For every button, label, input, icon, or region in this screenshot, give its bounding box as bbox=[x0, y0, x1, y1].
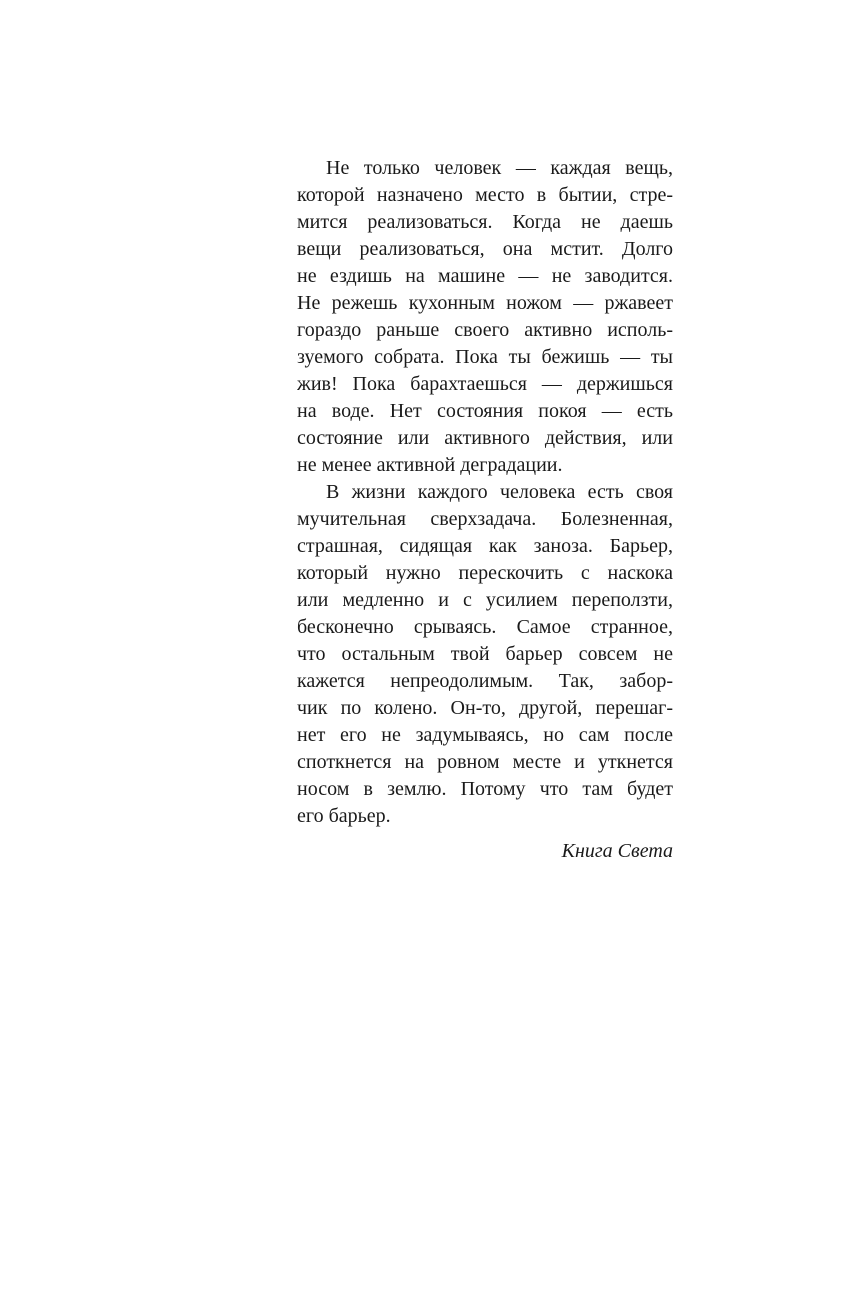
paragraph-line: который нужно перескочить с наскока bbox=[297, 562, 673, 584]
paragraph-line: состояние или активного действия, или bbox=[297, 427, 673, 449]
paragraph-line: на воде. Нет состояния покоя — есть bbox=[297, 400, 673, 422]
paragraph-line: которой назначено место в бытии, стре- bbox=[297, 184, 673, 206]
paragraph-line: не ездишь на машине — не заводится. bbox=[297, 265, 673, 287]
paragraph-1 bbox=[297, 155, 673, 479]
paragraph-line: вещи реализоваться, она мстит. Долго bbox=[297, 238, 673, 260]
paragraph-line: чик по колено. Он-то, другой, перешаг- bbox=[297, 697, 673, 719]
paragraph-line: или медленно и с усилием переползти, bbox=[297, 589, 673, 611]
paragraph-line: носом в землю. Потому что там будет bbox=[297, 778, 673, 800]
paragraph-line: споткнется на ровном месте и уткнется bbox=[297, 751, 673, 773]
quote-attribution: Книга Света bbox=[561, 840, 673, 862]
paragraph-line: бесконечно срываясь. Самое странное, bbox=[297, 616, 673, 638]
paragraph-line: не менее активной деградации. bbox=[297, 454, 563, 476]
paragraph-line: зуемого собрата. Пока ты бежишь — ты bbox=[297, 346, 673, 368]
paragraph-line: мится реализоваться. Когда не даешь bbox=[297, 211, 673, 233]
paragraph-line: его барьер. bbox=[297, 805, 391, 827]
paragraph-2 bbox=[297, 479, 673, 830]
text-block bbox=[297, 155, 673, 865]
paragraph-line: Не только человек — каждая вещь, bbox=[326, 157, 673, 179]
paragraph-line: гораздо раньше своего активно исполь- bbox=[297, 319, 673, 341]
paragraph-line: В жизни каждого человека есть своя bbox=[326, 481, 673, 503]
paragraph-line: страшная, сидящая как заноза. Барьер, bbox=[297, 535, 673, 557]
paragraph-line: жив! Пока барахтаешься — держишься bbox=[297, 373, 673, 395]
paragraph-line: что остальным твой барьер совсем не bbox=[297, 643, 673, 665]
paragraph-line: мучительная сверхзадача. Болезненная, bbox=[297, 508, 673, 530]
paragraph-line: Не режешь кухонным ножом — ржавеет bbox=[297, 292, 673, 314]
paragraph-line: нет его не задумываясь, но сам после bbox=[297, 724, 673, 746]
paragraph-line: кажется непреодолимым. Так, забор- bbox=[297, 670, 673, 692]
